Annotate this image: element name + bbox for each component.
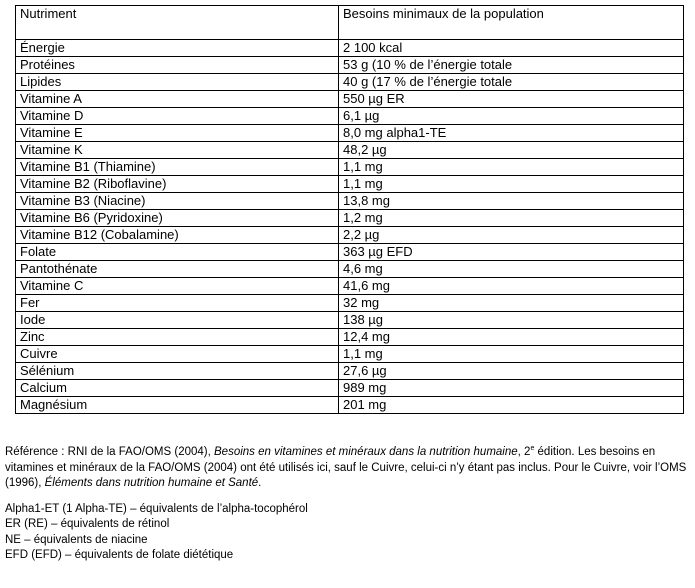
requirement-value-cell: 48,2 µg (339, 142, 684, 159)
table-row (16, 397, 684, 414)
nutrient-name-cell: Cuivre (16, 346, 339, 363)
table-row (16, 380, 684, 397)
table-row (16, 261, 684, 278)
table-row (16, 40, 684, 57)
requirement-value-cell: 4,6 mg (339, 261, 684, 278)
requirement-value-cell: 1,2 mg (339, 210, 684, 227)
abbreviation-1: Alpha1-ET (1 Alpha-TE) – équivalents de l’alpha-tocophérol (5, 502, 308, 515)
reference-edition: , 2 (517, 446, 531, 458)
nutrient-name-cell: Magnésium (16, 397, 339, 414)
requirement-value-cell: 2 100 kcal (339, 40, 684, 57)
table-header-row (16, 6, 684, 40)
table-row (16, 176, 684, 193)
nutrient-name-cell: Vitamine B6 (Pyridoxine) (16, 210, 339, 227)
table-row (16, 125, 684, 142)
requirement-value-cell: 2,2 µg (339, 227, 684, 244)
nutrient-name-cell: Fer (16, 295, 339, 312)
nutrient-name-cell: Calcium (16, 380, 339, 397)
requirement-value-cell: 27,6 µg (339, 363, 684, 380)
nutrient-name-cell: Vitamine B1 (Thiamine) (16, 159, 339, 176)
requirement-value-cell: 40 g (17 % de l’énergie totale (339, 74, 684, 91)
table-row (16, 295, 684, 312)
nutrient-name-cell: Vitamine B2 (Riboflavine) (16, 176, 339, 193)
nutrient-name-cell: Vitamine K (16, 142, 339, 159)
requirement-value-cell: 1,1 mg (339, 159, 684, 176)
nutrient-name-cell: Lipides (16, 74, 339, 91)
nutrient-name-cell: Folate (16, 244, 339, 261)
reference-who-title: Éléments dans nutrition humaine et Santé (44, 477, 259, 489)
nutrient-name-cell: Vitamine D (16, 108, 339, 125)
abbreviation-4: EFD (EFD) – équivalents de folate diététique (5, 549, 234, 561)
requirement-value-cell: 1,1 mg (339, 176, 684, 193)
nutrient-name-cell: Vitamine B12 (Cobalamine) (16, 227, 339, 244)
table-row (16, 142, 684, 159)
nutrient-name-cell: Vitamine E (16, 125, 339, 142)
requirement-value-cell: 550 µg ER (339, 91, 684, 108)
requirement-value-cell: 13,8 mg (339, 193, 684, 210)
requirement-value-cell: 363 µg EFD (339, 244, 684, 261)
table-row (16, 108, 684, 125)
table-row (16, 210, 684, 227)
nutrient-name-cell: Iode (16, 312, 339, 329)
abbreviation-2: ER (RE) – équivalents de rétinol (5, 518, 170, 530)
requirement-value-cell: 32 mg (339, 295, 684, 312)
nutrient-name-cell: Protéines (16, 57, 339, 74)
footnotes (5, 445, 691, 564)
table-row (16, 57, 684, 74)
requirement-value-cell: 6,1 µg (339, 108, 684, 125)
table-row (16, 244, 684, 261)
nutrient-table (15, 5, 684, 414)
requirement-value-cell: 989 mg (339, 380, 684, 397)
reference-note (5, 445, 691, 492)
reference-middle: édition. Les besoins en vitamines et minéraux de la FAO/OMS (2004) ont été utilisés ici, sauf le Cuivre, celui-ci n’y étant pas inclus. Pour le Cuivre, voir l’OMS (1996), (5, 446, 687, 489)
table-row (16, 193, 684, 210)
requirement-value-cell: 1,1 mg (339, 346, 684, 363)
table-row (16, 74, 684, 91)
reference-book-title: Besoins en vitamines et minéraux dans la nutrition humaine (214, 446, 518, 458)
nutrient-name-cell: Vitamine C (16, 278, 339, 295)
header-requirements: Besoins minimaux de la population (339, 6, 684, 40)
nutrient-name-cell: Vitamine B3 (Niacine) (16, 193, 339, 210)
table-row (16, 363, 684, 380)
table-row (16, 329, 684, 346)
nutrient-name-cell: Sélénium (16, 363, 339, 380)
abbreviation-3: NE – équivalents de niacine (5, 533, 148, 546)
requirement-value-cell: 53 g (10 % de l’énergie totale (339, 57, 684, 74)
requirement-value-cell: 12,4 mg (339, 329, 684, 346)
table-row (16, 227, 684, 244)
table-row (16, 91, 684, 108)
requirement-value-cell: 201 mg (339, 397, 684, 414)
table-row (16, 278, 684, 295)
nutrient-name-cell: Vitamine A (16, 91, 339, 108)
nutrient-name-cell: Pantothénate (16, 261, 339, 278)
header-nutrient: Nutriment (16, 6, 339, 40)
nutrient-name-cell: Zinc (16, 329, 339, 346)
table-row (16, 159, 684, 176)
nutrient-name-cell: Énergie (16, 40, 339, 57)
reference-suffix: . (258, 477, 262, 489)
table-row (16, 312, 684, 329)
reference-prefix: Référence : RNI de la FAO/OMS (2004), (5, 446, 214, 458)
requirement-value-cell: 41,6 mg (339, 278, 684, 295)
reference-edition-sup: e (530, 445, 535, 453)
requirement-value-cell: 8,0 mg alpha1-TE (339, 125, 684, 142)
table-row (16, 346, 684, 363)
requirement-value-cell: 138 µg (339, 312, 684, 329)
